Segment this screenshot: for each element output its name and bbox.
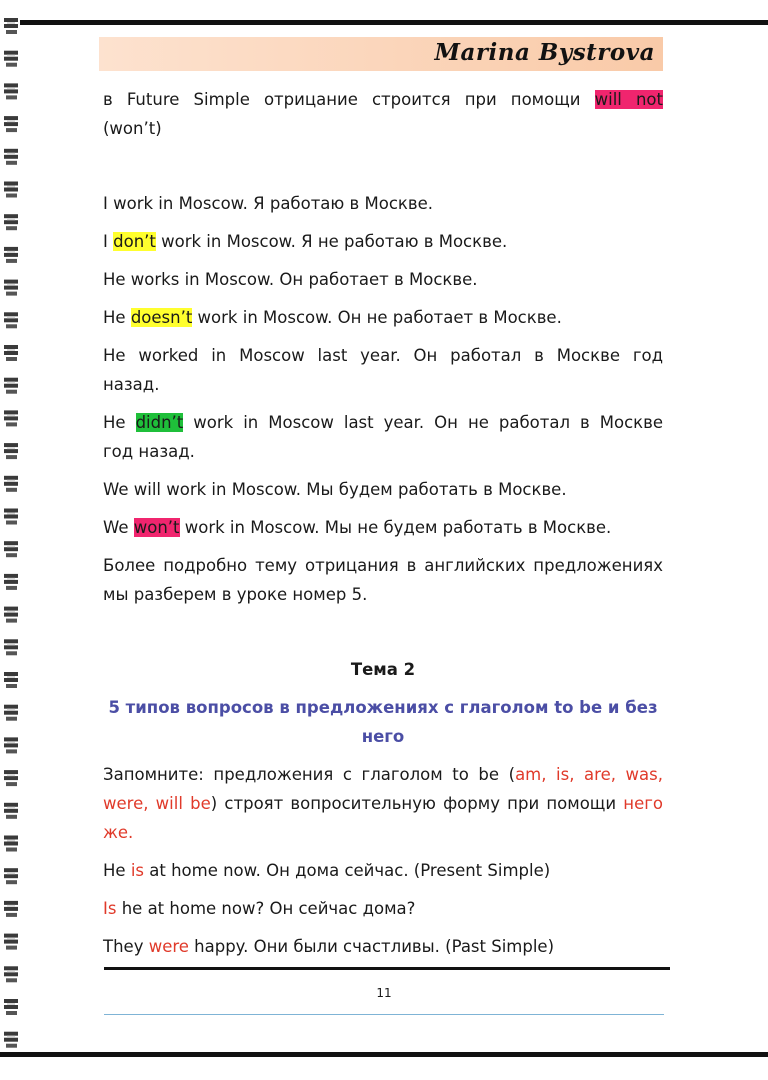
closing-line-2: мы разберем в уроке номер 5. xyxy=(103,585,368,604)
wont-highlight: won’t xyxy=(133,518,180,537)
binding-ring xyxy=(4,280,18,296)
sentence-3: They were happy. Они были счастливы. (Past Simple) xyxy=(103,937,555,956)
binding-ring xyxy=(4,18,18,34)
sentence-1: He is at home now. Он дома сейчас. (Present Simple) xyxy=(103,861,551,880)
header-band xyxy=(99,37,663,71)
author-name: Marina Bystrova xyxy=(434,39,655,66)
page-number: 11 xyxy=(376,986,392,1000)
dont-highlight: don’t xyxy=(113,232,156,251)
intro-line-1: в Future Simple отрицание строится при помощи will not xyxy=(103,90,663,109)
binding-ring xyxy=(4,934,18,950)
example-6-line-2: год назад. xyxy=(103,442,195,461)
binding-ring xyxy=(4,214,18,230)
footer-blue-rule xyxy=(104,1014,664,1015)
sentence-2: Is he at home now? Он сейчас дома? xyxy=(103,899,416,918)
example-5-line-1: He worked in Moscow last year. Он работал в Москве год xyxy=(103,346,663,365)
remember-line-2: were, will be) строят вопросительную форму при помощи него xyxy=(103,794,663,813)
binding-ring xyxy=(4,312,18,328)
binding-ring xyxy=(4,999,18,1015)
binding-ring xyxy=(4,901,18,917)
binding-ring xyxy=(4,247,18,263)
didnt-highlight: didn’t xyxy=(135,413,184,432)
binding-ring xyxy=(4,607,18,623)
binding-ring xyxy=(4,1032,18,1048)
page-content xyxy=(103,85,663,961)
closing-line-1: Более подробно тему отрицания в английских предложениях xyxy=(103,556,663,575)
topic-title: Тема 2 xyxy=(350,660,416,679)
binding-ring xyxy=(4,770,18,786)
example-1: I work in Moscow. Я работаю в Москве. xyxy=(103,194,434,213)
remember-line-3: же. xyxy=(103,823,134,842)
binding-ring xyxy=(4,476,18,492)
binding-ring xyxy=(4,149,18,165)
binding-ring xyxy=(4,509,18,525)
binding-ring xyxy=(4,51,18,67)
spiral-binding xyxy=(0,0,26,1080)
intro-line-2: (won’t) xyxy=(103,119,162,138)
bottom-rule xyxy=(104,967,670,970)
binding-ring xyxy=(4,83,18,99)
binding-ring xyxy=(4,345,18,361)
example-3: He works in Moscow. Он работает в Москве. xyxy=(103,270,478,289)
remember-line-1: Запомните: предложения с глаголом to be (am, is, are, was, xyxy=(103,765,663,784)
example-7: We will work in Moscow. Мы будем работать в Москве. xyxy=(103,480,567,499)
binding-ring xyxy=(4,836,18,852)
example-5-line-2: назад. xyxy=(103,375,160,394)
binding-ring xyxy=(4,737,18,753)
doesnt-highlight: doesn’t xyxy=(130,308,193,327)
will-not-highlight: will not xyxy=(594,90,663,109)
binding-ring xyxy=(4,410,18,426)
example-6-line-1: He didn’t work in Moscow last year. Он не работал в Москве xyxy=(103,413,663,432)
top-rule xyxy=(20,20,768,25)
topic-subtitle-line-1: 5 типов вопросов в предложениях с глаголом to be и без xyxy=(108,698,658,717)
binding-ring xyxy=(4,541,18,557)
binding-ring xyxy=(4,574,18,590)
binding-ring xyxy=(4,966,18,982)
footer-rule xyxy=(0,1052,768,1057)
binding-ring xyxy=(4,378,18,394)
example-2: I don’t work in Moscow. Я не работаю в Москве. xyxy=(103,232,508,251)
example-4: He doesn’t work in Moscow. Он не работает в Москве. xyxy=(103,308,562,327)
binding-ring xyxy=(4,116,18,132)
binding-ring xyxy=(4,639,18,655)
binding-ring xyxy=(4,705,18,721)
binding-ring xyxy=(4,672,18,688)
binding-ring xyxy=(4,443,18,459)
binding-ring xyxy=(4,803,18,819)
topic-subtitle-line-2: него xyxy=(361,727,405,746)
binding-ring xyxy=(4,868,18,884)
example-8: We won’t work in Moscow. Мы не будем работать в Москве. xyxy=(103,518,612,537)
binding-ring xyxy=(4,182,18,198)
